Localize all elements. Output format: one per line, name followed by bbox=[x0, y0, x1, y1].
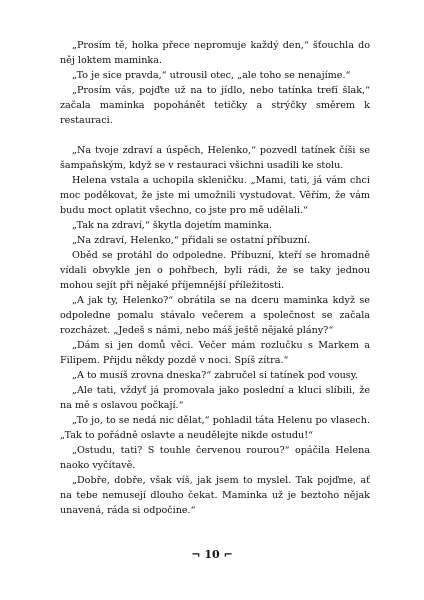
paragraph: „A to musíš zrovna dneska?“ zabručel si tatínek pod vousy. bbox=[72, 370, 358, 381]
paragraph: „Dobře, dobře, však víš, jak jsem to myslel. Tak pojďme, ať na tebe nemusejí dlouho čekat. Maminka už je beztoho nějak unavená, ráda si odpočine.“ bbox=[60, 475, 370, 516]
scene-break bbox=[60, 128, 370, 143]
paragraph: „A jak ty, Helenko?“ obrátila se na dceru maminka když se odpoledne pomalu stávalo večerem a společnost se začala rozcházet. „Jedeš s námi, nebo máš ještě nějaké plány?“ bbox=[60, 295, 370, 336]
paragraph: „Na zdraví, Helenko,“ přidali se ostatní příbuzní. bbox=[72, 235, 311, 246]
paragraph: „To jo, to se nedá nic dělat,“ pohladil táta Helenu po vlasech. „Tak to pořádně oslavte a neudělejte nikde ostudu!“ bbox=[60, 415, 370, 441]
paragraph: „Dám si jen domů věci. Večer mám rozlučku s Markem a Filipem. Přijdu někdy pozdě v noci. Spíš zítra.“ bbox=[60, 340, 370, 366]
paragraph: Oběd se protáhl do odpoledne. Příbuzní, kteří se hromadně vídali obvykle jen o pohřbech, byli rádi, že se taky jednou mohou sejít při nějaké příjemnější příležitosti. bbox=[60, 250, 370, 291]
page-number: ¬ 10 ⌐ bbox=[191, 548, 233, 561]
paragraph: „Tak na zdraví,“ škytla dojetím maminka. bbox=[72, 220, 273, 231]
paragraph: „Na tvoje zdraví a úspěch, Helenko,“ pozvedl tatínek číši se šampaňským, když se v restauraci všichni usadili ke stolu. bbox=[60, 145, 370, 171]
body-text bbox=[60, 38, 370, 518]
paragraph: „Ostudu, tati? S touhle červenou rourou?“ opáčila Helena naoko vyčítavě. bbox=[60, 445, 370, 471]
paragraph: „To je sice pravda,“ utrousil otec, „ale toho se nenajíme.“ bbox=[72, 70, 351, 81]
paragraph: „Ale tati, vždyť já promovala jako poslední a kluci slíbili, že na mě s oslavou počkají.“ bbox=[60, 385, 370, 411]
paragraph: „Prosím vás, pojďte už na to jídlo, nebo tatínka trefí šlak,“ začala maminka popohánět tetičky a strýčky směrem k restauraci. bbox=[60, 85, 370, 126]
paragraph: „Prosím tě, holka přece nepromuje každý den,“ šťouchla do něj loktem maminka. bbox=[60, 40, 370, 66]
paragraph: Helena vstala a uchopila skleničku. „Mami, tati, já vám chci moc poděkovat, že jste mi umožnili vystudovat. Věřím, že vám budu moct oplatit všechno, co jste pro mě udělali.“ bbox=[60, 175, 370, 216]
